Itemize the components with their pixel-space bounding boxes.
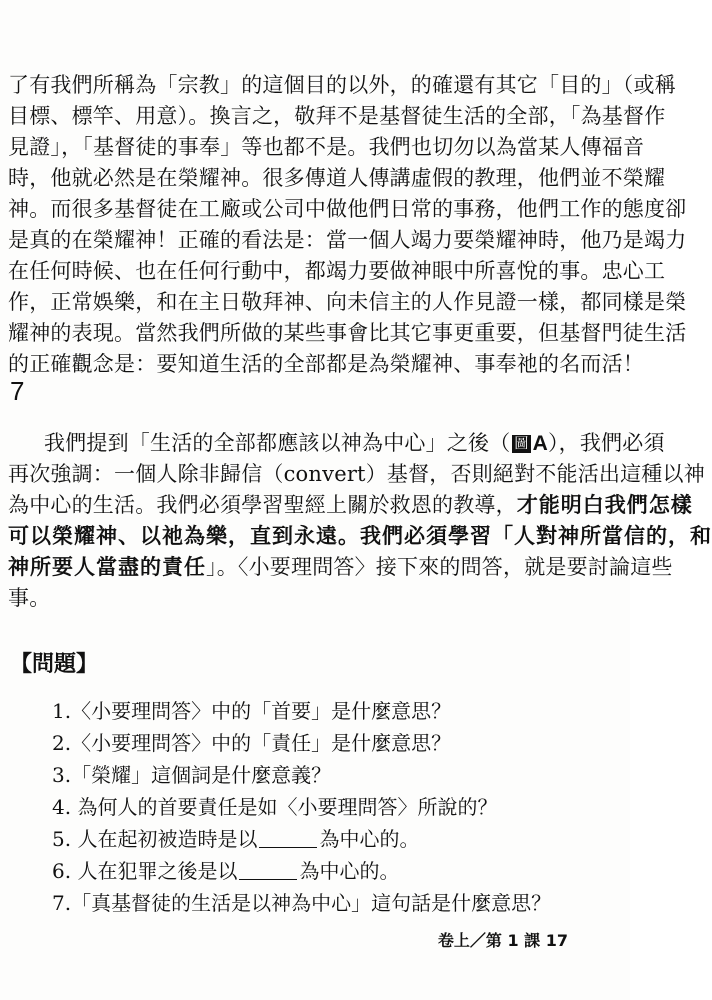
paragraph-1-line: 耀神的表現。當然我們所做的某些事會比其它事更重要，但基督門徒生活 [8, 321, 687, 345]
figure-reference: A [532, 432, 548, 455]
paragraph-1-line: 是真的在榮耀神！正確的看法是：當一個人竭力要榮耀神時，他乃是竭力 [8, 228, 687, 252]
question-text: 為中心的。 [299, 859, 400, 883]
paragraph-1-line: 了有我們所稱為「宗教」的這個目的以外，的確還有其它「目的」（或稱 [8, 73, 676, 97]
paragraph-1-line: 見證」，「基督徒的事奉」等也都不是。我們也切勿以為當某人傳福音 [8, 135, 645, 159]
paragraph-2-line: 再次強調：一個人除非歸信（convert）基督，否則絕對不能活出這種以神 [8, 462, 705, 486]
paragraph-2-line [8, 552, 673, 582]
paragraph-1-line: 在任何時候、也在任何行動中，都竭力要做神眼中所喜悅的事。忠心工 [8, 259, 666, 283]
question-text: 5. 人在起初被造時是以 [52, 827, 258, 851]
paragraph-2-line: 可以榮耀神、以祂為樂，直到永遠。我們必須學習「人對神所當信的，和 [8, 524, 712, 548]
question-item: 4. 為何人的首要責任是如〈小要理問答〉所說的？ [52, 795, 498, 819]
paragraph-2-line [44, 428, 665, 459]
paragraph-1-line: 的正確觀念是：要知道生活的全部都是為榮耀神、事奉祂的名而活！ [8, 352, 644, 376]
question-item: 1.〈小要理問答〉中的「首要」是什麼意思？ [52, 699, 452, 723]
paragraph-1-line: 作，正常娛樂，和在主日敬拜神、向未信主的人作見證一樣，都同樣是榮 [8, 290, 687, 314]
questions-heading: 【問題】 [10, 652, 99, 677]
paragraph-2-text: ），我們必須 [547, 431, 665, 455]
paragraph-2-emphasis: 才能明白我們怎樣 [516, 493, 693, 517]
paragraph-2-text: 為中心的生活。我們必須學習聖經上關於救恩的教導， [8, 493, 517, 517]
question-item [52, 825, 419, 853]
paragraph-1-line: 目標、標竿、用意）。換言之，敬拜不是基督徒生活的全部，「為基督作 [8, 104, 666, 128]
fill-in-blank [239, 861, 297, 880]
paragraph-1-line: 時，他就必然是在榮耀神。很多傳道人傳講虛假的教理，他們並不榮耀 [8, 166, 666, 190]
paragraph-2-text: 」。〈小要理問答〉接下來的問答，就是要討論這些 [206, 555, 673, 579]
paragraph-1-line: 神。而很多基督徒在工廠或公司中做他們日常的事務，他們工作的態度卻 [8, 197, 687, 221]
paragraph-2-line: 事。 [8, 586, 51, 610]
paragraph-2-emphasis: 神所要人當盡的責任 [8, 555, 206, 579]
paragraph-2-line [8, 490, 693, 520]
question-item [52, 857, 399, 885]
page-footer: 卷上／第 1 課 17 [437, 931, 568, 950]
figure-icon: 圖 [514, 436, 529, 452]
question-item: 3.「榮耀」這個詞是什麼意義？ [52, 763, 332, 787]
question-item: 7.「真基督徒的生活是以神為中心」這句話是什麼意思？ [52, 891, 552, 915]
fill-in-blank [259, 829, 317, 848]
question-text: 為中心的。 [319, 827, 420, 851]
section-number: 7 [10, 376, 25, 406]
question-item: 2.〈小要理問答〉中的「責任」是什麼意思？ [52, 731, 452, 755]
paragraph-2-text: 我們提到「生活的全部都應該以神為中心」之後（ [44, 431, 511, 455]
question-text: 6. 人在犯罪之後是以 [52, 859, 238, 883]
